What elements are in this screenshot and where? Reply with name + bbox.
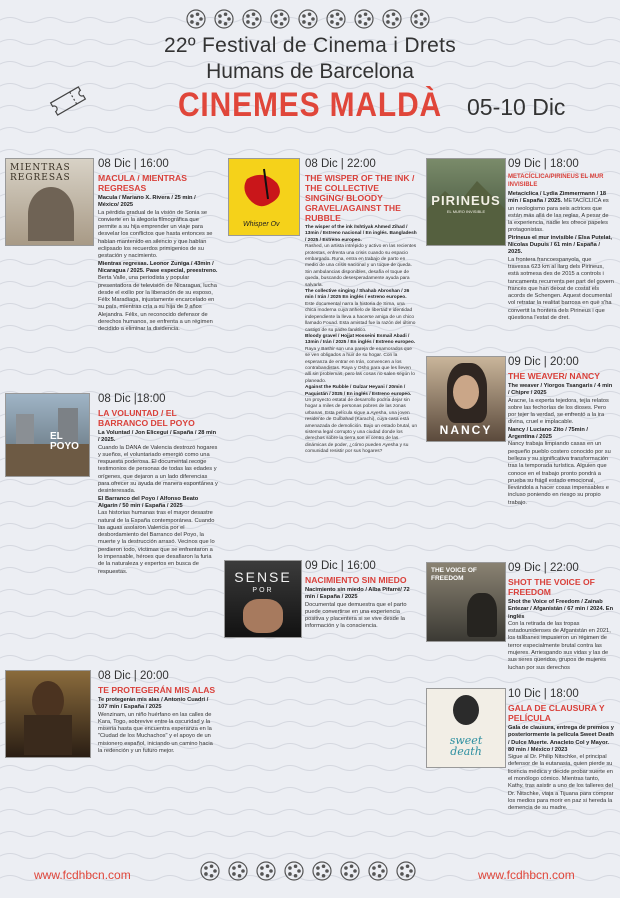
footer-website-link-right[interactable]: www.fcdhbcn.com: [478, 868, 575, 882]
film-synopsis: Raya y Bashir son una pareja de enamorados que se ven obligados a huir de su hogar. Con la esperanza de entrar en Irán, convencen a los contrabandistas. Raya y Osho para que les lleven allí sin problemas, pero las cosas no salen según lo planeado.: [305, 346, 415, 384]
ticket-icon: [48, 84, 88, 118]
film-credit: The collective singing / Shahab Abroshan / 26 min / Irán / 2025 En inglés / estreno europeo.: [305, 289, 410, 301]
event-body: [98, 195, 218, 334]
film-synopsis: Con la retirada de las tropas estadounidenses de Afganistán en 2021, los talibanes impusieron un régimen de terror especialmente brutal contra las mujeres. Arriesgando sus vidas y las de sus seres queridos, grupos de mujeres luchan por sus derechos: [508, 620, 611, 671]
poster-voice-title: THE VOICE OF FREEDOM: [431, 567, 477, 582]
poster-pirineus-title: PIRINEUS: [431, 193, 501, 208]
poster-mientras-title: MIENTRAS REGRESAS: [10, 163, 71, 183]
event-date: 09 Dic | 22:00: [508, 562, 579, 574]
event-title: MACULA / MIENTRAS REGRESAS: [98, 173, 187, 193]
event-shot-voice: [508, 562, 614, 672]
film-credit: Nancy / Luciano Zito / 75min / Argentina / 2025: [508, 426, 588, 441]
event-body: [508, 599, 614, 672]
film-credit: Bloody gravel / Hojjat Hosseini Esmail Abadi / 13min / Irán / 2025 / En inglés / Estreno europeo.: [305, 333, 416, 346]
film-credit: Macula / Mariano X. Rivera / 25 min / México/ 2025: [98, 195, 196, 209]
poster-sense-title: SENSE: [234, 569, 292, 585]
event-date: 09 Dic | 20:00: [508, 356, 579, 368]
event-date: 08 Dic | 20:00: [98, 670, 169, 682]
poster-whisper-title: Whisper Ov: [243, 221, 280, 228]
event-te-protegeran: [98, 670, 218, 755]
film-credit: Gala de clausura, entrega de premios y posteriormente la película Sweet Death / Dulce Muerte. Anacleto Col y Mayor. 80 min / México / 2023: [508, 725, 614, 753]
event-wisper-ink: [305, 158, 417, 456]
event-title: THE WEAVER/ NANCY: [508, 371, 600, 381]
poster-poyo-title: EL POYO: [50, 431, 79, 452]
film-credit: Pirineus el mur invisible / Elsa Putelat, Nicolas Dupuis / 61 min / España / 2025.: [508, 234, 612, 256]
festival-title-line2: Humans de Barcelona: [206, 60, 414, 83]
poster-el-poyo: [5, 393, 90, 477]
festival-dates: 05-10 Dic: [467, 94, 566, 120]
film-synopsis: La frontera francoespanyola, que travessa 623 km al llarg dels Pirineus, està sotmesa des de 2015 a controls i tancaments recurrents per part del govern francès que han deixat de costat els acords de Schengen. Aquest documental vol retratar la realitat barrosa en què s'ha convertit la frontera dels Pirineus i que qüestiona l'estat de dret.: [508, 256, 614, 322]
event-nacimiento: [305, 560, 417, 631]
venue-title: CINEMES MALDÀ: [177, 86, 443, 124]
event-title: SHOT THE VOICE OF FREEDOM: [508, 577, 595, 597]
event-title: THE WISPER OF THE INK / THE COLLECTIVE SINGING/ BLOODY GRAVEL/AGAINST THE RUBBLE: [305, 173, 415, 223]
event-date: 08 Dic | 22:00: [305, 158, 376, 170]
film-credit: Against the Rubble / Gulzar Heyani / 20min / Paquistán / 2025 / En inglés / Estreno europeo.: [305, 385, 412, 397]
film-synopsis: Rashed, un artista intrépido y activo en las recientes protestas, enfrenta una crisis cuando su espacio embargado. Runa, entra en trabajo de parto en medio de una crisis nacional y un toque de queda. Sin ambulancias disponibles, desafía el toque de queda, buscando desesperadamente ayuda para salvarla.: [305, 244, 417, 288]
event-la-voluntad: [98, 393, 218, 576]
event-body: [508, 191, 614, 322]
festival-title-line1: 22º Festival de Cinema i Drets: [163, 34, 457, 57]
poster-sense-subtitle: POR: [252, 587, 274, 594]
film-credit: Mientras regresas. Leonor Zuniga / 43min / Nicaragua / 2025. Pase especial, preestreno.: [98, 260, 218, 274]
event-title: NACIMIENTO SIN MIEDO: [305, 575, 407, 585]
event-metaciclica: [508, 158, 614, 322]
film-credit: Metacíclica / Lydia Zimmermann / 18 min / España / 2025.: [508, 191, 607, 205]
poster-te-protegeran: [5, 670, 91, 758]
event-body: [98, 697, 218, 755]
poster-mientras-regresas: [5, 158, 94, 246]
poster-voice-of-freedom: [426, 562, 506, 642]
poster-sweet-title: sweet death: [449, 734, 483, 758]
event-date: 08 Dic |18:00: [98, 393, 166, 405]
event-date: 10 Dic | 18:00: [508, 688, 579, 700]
event-body: [305, 225, 417, 456]
film-synopsis: Wenzinam, un niño huérfano en las calles de Kara, Togo, sobrevive entre la oscuridad y la miseria hasta que encuentra esperanza en la "Ciudad de los Muchachos" y el apoyo de un misionero español, iniciando un camino hacia la redención y un futuro mejor.: [98, 711, 213, 755]
footer-website-link-left[interactable]: www.fcdhbcn.com: [34, 868, 131, 882]
event-body: [508, 725, 614, 813]
event-date: 09 Dic | 18:00: [508, 158, 579, 170]
film-synopsis: Berta Valle, una periodista y popular presentadora de televisión de Nicaragua, lucha desde el exilio por la liberación de su esposo, Félix Maradiaga, injustamente encarcelado en su país, mientras cría a su hija de 9 años Alejandra. Félix, un reconocido defensor de derechos humanos, se enfrenta a un régimen decidido a eliminar la disidencia.: [98, 275, 217, 333]
event-title: TE PROTEGERÁN MIS ALAS: [98, 685, 216, 695]
film-synopsis: Un proyecto estatal de desarrollo podría dejar sin hogar a miles de personas pobres de las zonas urbanas. Esta película sigue a Ayesha, una joven residente de Gulbahad (Karachi), cuya casa está amenazada de demolición. Bajo un estado brutal, un sistema legal corrupto y una ciudad donde los derechos sobre la tierra son el centro de las dinámicas de poder, ¿cómo pueden Ayesha y su comunidad resistir por sus hogares?: [305, 397, 418, 455]
event-body: [98, 430, 218, 576]
poster-sweet-death: [426, 688, 506, 768]
event-weaver-nancy: [508, 356, 614, 507]
event-body: [305, 587, 417, 631]
poster-whisper-ink: [228, 158, 300, 236]
poster-nancy-title: NANCY: [439, 423, 493, 437]
event-title: METACÍCLICA/PIRINEUS EL MUR INVISIBLE: [508, 174, 604, 188]
film-credit: El Barranco del Poyo / Alfonso Beato Algarín / 50 min / España / 2025: [98, 495, 199, 509]
event-gala-clausura: [508, 688, 614, 813]
film-synopsis: METACÍCLICA es un neologismo para seis actrices que están más allá de las reglas. A pesar de la experiencia, nadie les ofrece papeles protagonistas.: [508, 198, 609, 234]
poster-sense-por: [224, 560, 302, 638]
event-date: 09 Dic | 16:00: [305, 560, 376, 572]
film-credit: The weaver / Yiorgos Tsangaris / 4 min / Chipre / 2025: [508, 383, 613, 397]
event-date: 08 Dic | 16:00: [98, 158, 169, 170]
event-title: LA VOLUNTAD / EL BARRANCO DEL POYO: [98, 408, 195, 428]
film-credit: The wisper of the ink /Ishtiyak Ahmed Zihad / 13min / Estreno nacional / En inglés. Bangladesh / 2025 / Estreno europeo.: [305, 225, 417, 243]
event-body: [508, 383, 614, 507]
film-reel-strip-top: [0, 8, 620, 30]
film-synopsis: Documental que demuestra que el parto puede convertirse en una experiencia positiva y placentera si se vive desde la información y la consciencia.: [305, 601, 407, 630]
film-synopsis: La pérdida gradual de la visión de Sonia se convierte en la alegoría filmográfica que permite a su hija emprender un viaje para desvelar los conflictos que hasta entonces se habían mantenido en silencio y que habían eclipsado los recuerdos primigenios de su gestación y nacimiento.: [98, 209, 213, 260]
poster-pirineus-subtitle: EL MURO INVISIBLE: [446, 209, 486, 214]
film-synopsis: Nancy trabaja limpiando casas en un pequeño pueblo costero conocido por su belleza y su significativa transformación tras la temporada turística. Alguien que conoce en el trabajo pronto pondrá a prueba su frágil estado emocional, llevándola a hacer cosas impensables e incluso poniendo en riesgo su propio trabajo.: [508, 441, 611, 506]
film-credit: Nacimiento sin miedo / Alba Pifarré/ 72 min / España / 2025: [305, 587, 410, 601]
poster-nancy: [426, 356, 506, 442]
film-credit: Shot the Voice of Freedom / Zainab Entezar / Afganistán / 67 min / 2024. En inglés: [508, 599, 614, 620]
film-credit: La Voluntad / Jon Elicegui / España / 28 min / 2025.: [98, 430, 217, 444]
film-synopsis: Cuando la DANA de Valencia destrozó hogares y sueños, el voluntariado emergió como una respuesta poderosa. El documental recoge testimonios de personas de todas las edades y orígenes, que dejaron a un lado diferencias para ofrecer su ayuda de manera espontánea y desinteresada.: [98, 444, 218, 495]
event-title: GALA DE CLAUSURA Y PELÍCULA: [508, 703, 605, 723]
poster-pirineus: [426, 158, 506, 246]
film-synopsis: Sigue al Dr. Philip Nitschke, el principal defensor de la eutanasia, quien pierde su licencia médica y decide probar suerte en el monólogo cómico. Mientras tanto, Kathy, tras asistir a uno de los talleres del Dr. Nitschke, viaja a Tijuana para comprar los medios para morir en paz si hereda la demencia de su madre.: [508, 754, 614, 812]
film-credit: Te protegerán mis alas / Antonio Cuadri / 107 min / España / 2025: [98, 697, 209, 711]
film-synopsis: Las historias humanas tras el mayor desastre natural de la España contemporánea. Cuando las aguas asolaron Valencia por el desbordamiento del Barranco del Poyo, la muerte y la destrucción arrasó. Vecinos que lo perdieron todo, víctimas que se enfrentaron a lo impensable, héroes que desafiaron la furia de la naturaleza y expertos en busca de respuestas.: [98, 510, 215, 575]
event-macula: [98, 158, 218, 334]
film-synopsis: Aracne, la experta tejedora, tejía relatos sobre las fechorías de los dioses. Pero por tejer la verdad, se enfrentó a la ira divina, cruel e implacable.: [508, 397, 609, 426]
film-synopsis: Este documental narra la historia de Sima, una chica moderna cuya anhelo de libertad e identidad independiente la lleva a hacerse amiga de un chico llamado Fouad. Esta amistad fue la razón del último castigo de su padre fanático.: [305, 301, 416, 333]
